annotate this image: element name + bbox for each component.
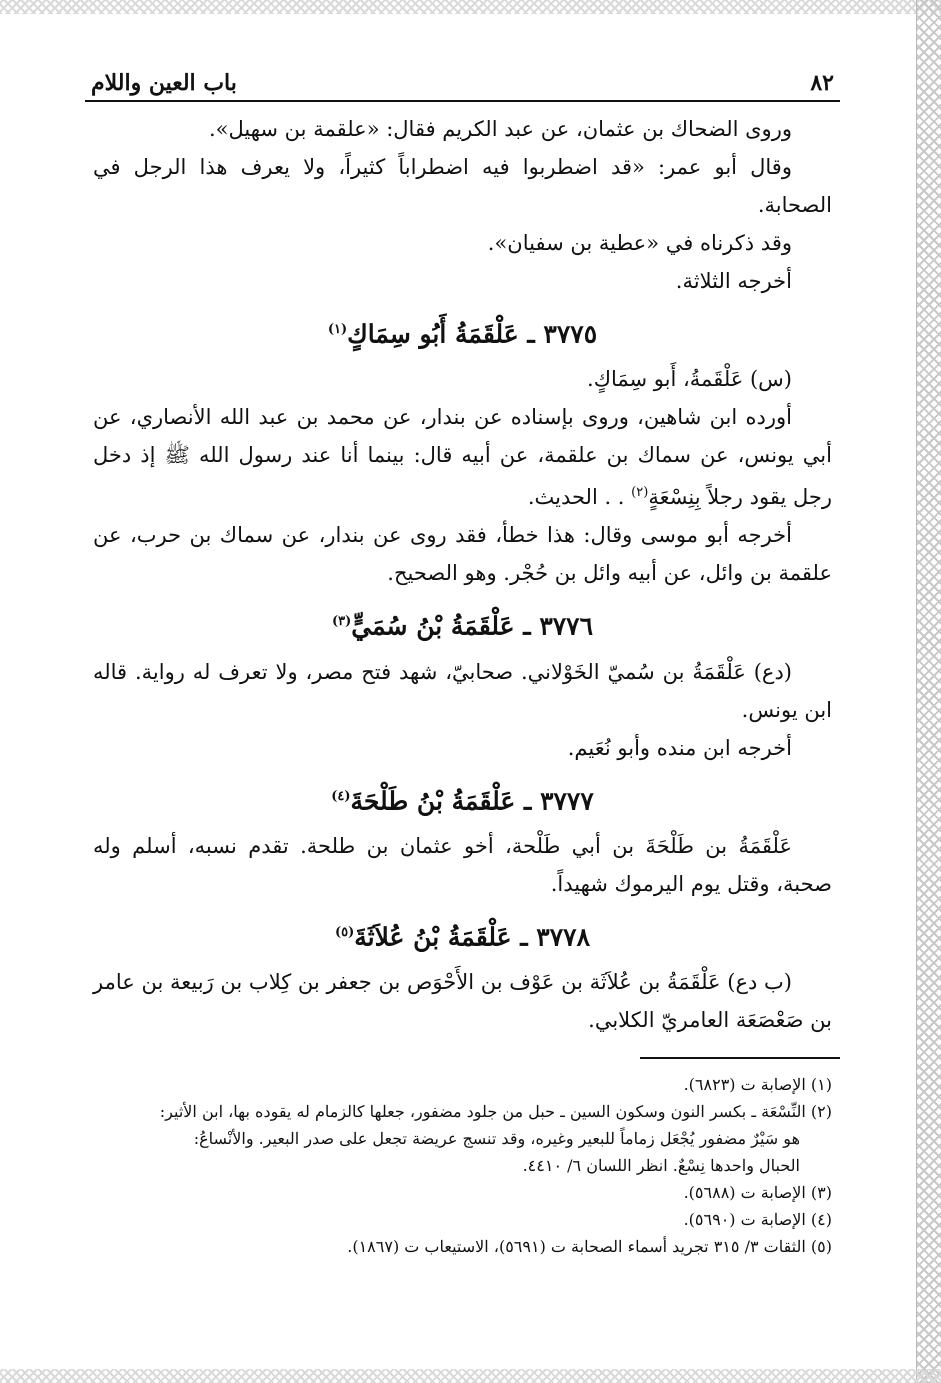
footnote: (٢) النِّسْعَة ـ بكسر النون وسكون السين ـ حبل من جلود مضفور، جعلها كالزمام له يقوده بها، ابن الأثير: — [159, 1102, 832, 1122]
entry-heading-3777: ٣٧٧٧ ـ عَلْقَمَةُ بْنُ طَلْحَةَ$^{(٤)}$ — [331, 785, 594, 815]
running-header — [85, 60, 840, 102]
footnote-separator — [640, 1057, 840, 1059]
footnote: (٥) الثقات ٣/ ٣١٥ تجريد أسماء الصحابة ت (٥٦٩١)، الاستيعاب ت (١٨٦٧). — [347, 1237, 832, 1257]
entry-line: (س) عَلْقَمةُ، أَبو سِمَاكٍ. — [587, 367, 792, 392]
footnote-ref: (١) — [327, 322, 348, 337]
entry-heading-3776: ٣٧٧٦ ـ عَلْقَمَةُ بْنُ سُمَيٍّ$^{(٣)}$ — [331, 611, 594, 641]
entry-line: أخرجه أبو موسى وقال: هذا خطأ، فقد روى عن بندار، عن سماك بن حرب، عن علقمة بن وائل، عن أبيه وائل بن حُجْر. وهو الصحيح. — [93, 523, 832, 586]
main-text — [85, 102, 840, 1039]
entry-heading-3778: ٣٧٧٨ ـ عَلْقَمَةُ بْنُ عُلاَثَةَ$^{(٥)}$ — [334, 922, 591, 952]
entry-line: (دع) عَلْقَمَةُ بن سُميّ الخَوْلاني. صحابيّ، شهد فتح مصر، ولا تعرف له رواية. قاله ابن يونس. — [93, 659, 832, 722]
footnotes — [85, 1071, 840, 1260]
entry-line: أخرجه ابن منده وأبو نُعَيم. — [567, 735, 792, 760]
book-page — [85, 60, 840, 1360]
chapter-title: باب العين واللام — [91, 70, 237, 96]
border-bottom — [0, 1369, 941, 1383]
footnote: (١) الإصابة ت (٦٨٢٣). — [683, 1075, 832, 1095]
border-right — [916, 0, 941, 1383]
border-top — [0, 0, 941, 14]
footnote-continuation: الحبال واحدها نِسْعٌ. انظر اللسان ٦/ ٤٤١٠. — [522, 1156, 800, 1176]
footnote: (٣) الإصابة ت (٥٦٨٨). — [683, 1183, 832, 1203]
footnote-ref: (٥) — [334, 924, 355, 940]
footnote-ref: (٣) — [331, 614, 352, 630]
entry-heading-3775: ٣٧٧٥ ـ عَلْقَمَةُ أَبُو سِمَاكٍ$^{(١)}$ — [327, 319, 598, 349]
page-number: ٨٢ — [810, 70, 834, 96]
paragraph: وروى الضحاك بن عثمان، عن عبد الكريم فقال: «علقمة بن سهيل». — [208, 117, 792, 141]
entry-line: عَلْقَمَةُ بن طَلْحَةَ بن أبي طَلْحة، أخو عثمان بن طلحة. تقدم نسبه، أسلم وله صحبة، وقتل يوم اليرموك شهيداً. — [93, 833, 832, 896]
paragraph: أخرجه الثلاثة. — [675, 269, 792, 293]
footnote-continuation: هو سَيْرٌ مضفور يُجْعَل زماماً للبعير وغيره، وقد تنسج عريضة تجعل على صدر البعير. والأنْساعُ: — [193, 1129, 800, 1149]
entry-line: (ب دع) عَلْقَمَةُ بن عُلاَثَة بن عَوْف بن الأَحْوَص بن جعفر بن كِلاب بن رَبيعة بن عامر بن صَعْصَعَة العامريّ الكلابي. — [93, 970, 832, 1033]
paragraph: وقال أبو عمر: «قد اضطربوا فيه اضطراباً كثيراً، ولا يعرف هذا الرجل في الصحابة. — [93, 155, 832, 217]
footnote: (٤) الإصابة ت (٥٦٩٠). — [683, 1210, 832, 1230]
entry-line: أورده ابن شاهين، وروى بإسناده عن بندار، عن محمد بن عبد الله الأنصاري، عن أبي يونس، عن سماك بن علقمة، عن أبيه قال: بينما أنا عند رسول الله ﷺ إذ دخل رجل يقود رجلاً بِنِسْعَةٍ$^{(٢)}$ . . الحديث. — [93, 405, 832, 510]
footnote-ref: (٢) — [631, 485, 649, 501]
footnote-ref: (٤) — [331, 788, 351, 804]
paragraph: وقد ذكرناه في «عطية بن سفيان». — [487, 231, 792, 255]
